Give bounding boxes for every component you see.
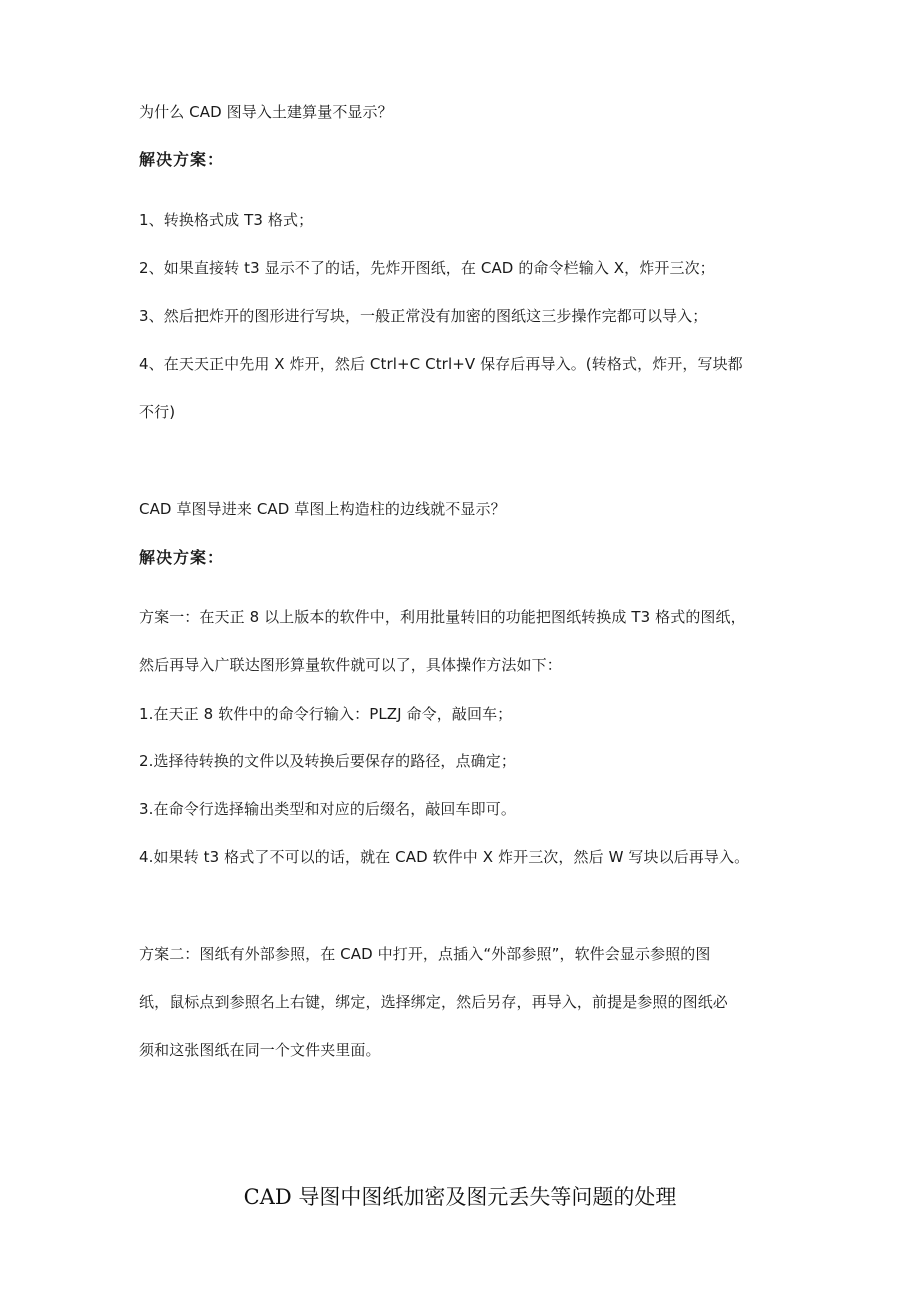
plan1-step-1: 1.在天正 8 软件中的命令行输入：PLZJ 命令，敲回车； [139, 705, 513, 723]
step-2: 2、如果直接转 t3 显示不了的话，先炸开图纸，在 CAD 的命令栏输入 X，炸开三次； [139, 259, 715, 277]
solution-heading-1: 解决方案： [139, 150, 225, 169]
plan1-step-2: 2.选择待转换的文件以及转换后要保存的路径，点确定； [139, 752, 516, 770]
step-4: 4、在天天正中先用 X 炸开，然后 Ctrl+C Ctrl+V 保存后再导入。(转格式，炸开，写块都 [139, 355, 743, 373]
step-4-continued: 不行) [139, 403, 176, 421]
step-1: 1、转换格式成 T3 格式； [139, 211, 314, 229]
section-title: CAD 导图中图纸加密及图元丢失等问题的处理 [243, 1185, 677, 1209]
step-3: 3、然后把炸开的图形进行写块，一般正常没有加密的图纸这三步操作完都可以导入； [139, 307, 708, 325]
plan1-step-3: 3.在命令行选择输出类型和对应的后缀名，敲回车即可。 [139, 800, 516, 818]
solution-heading-2: 解决方案： [139, 548, 225, 567]
question-1: 为什么 CAD 图导入土建算量不显示？ [139, 103, 393, 121]
plan2-line-3: 须和这张图纸在同一个文件夹里面。 [139, 1041, 381, 1059]
question-2: CAD 草图导进来 CAD 草图上构造柱的边线就不显示？ [139, 500, 506, 518]
plan2-line-1: 方案二：图纸有外部参照，在 CAD 中打开，点插入“外部参照”，软件会显示参照的图 [139, 945, 711, 963]
plan2-line-2: 纸，鼠标点到参照名上右键，绑定，选择绑定，然后另存，再导入，前提是参照的图纸必 [139, 993, 728, 1011]
plan1-line-1: 方案一：在天正 8 以上版本的软件中，利用批量转旧的功能把图纸转换成 T3 格式的图纸， [139, 608, 746, 626]
plan1-line-2: 然后再导入广联达图形算量软件就可以了，具体操作方法如下： [139, 656, 562, 674]
plan1-step-4: 4.如果转 t3 格式了不可以的话，就在 CAD 软件中 X 炸开三次，然后 W 写块以后再导入。 [139, 848, 750, 866]
